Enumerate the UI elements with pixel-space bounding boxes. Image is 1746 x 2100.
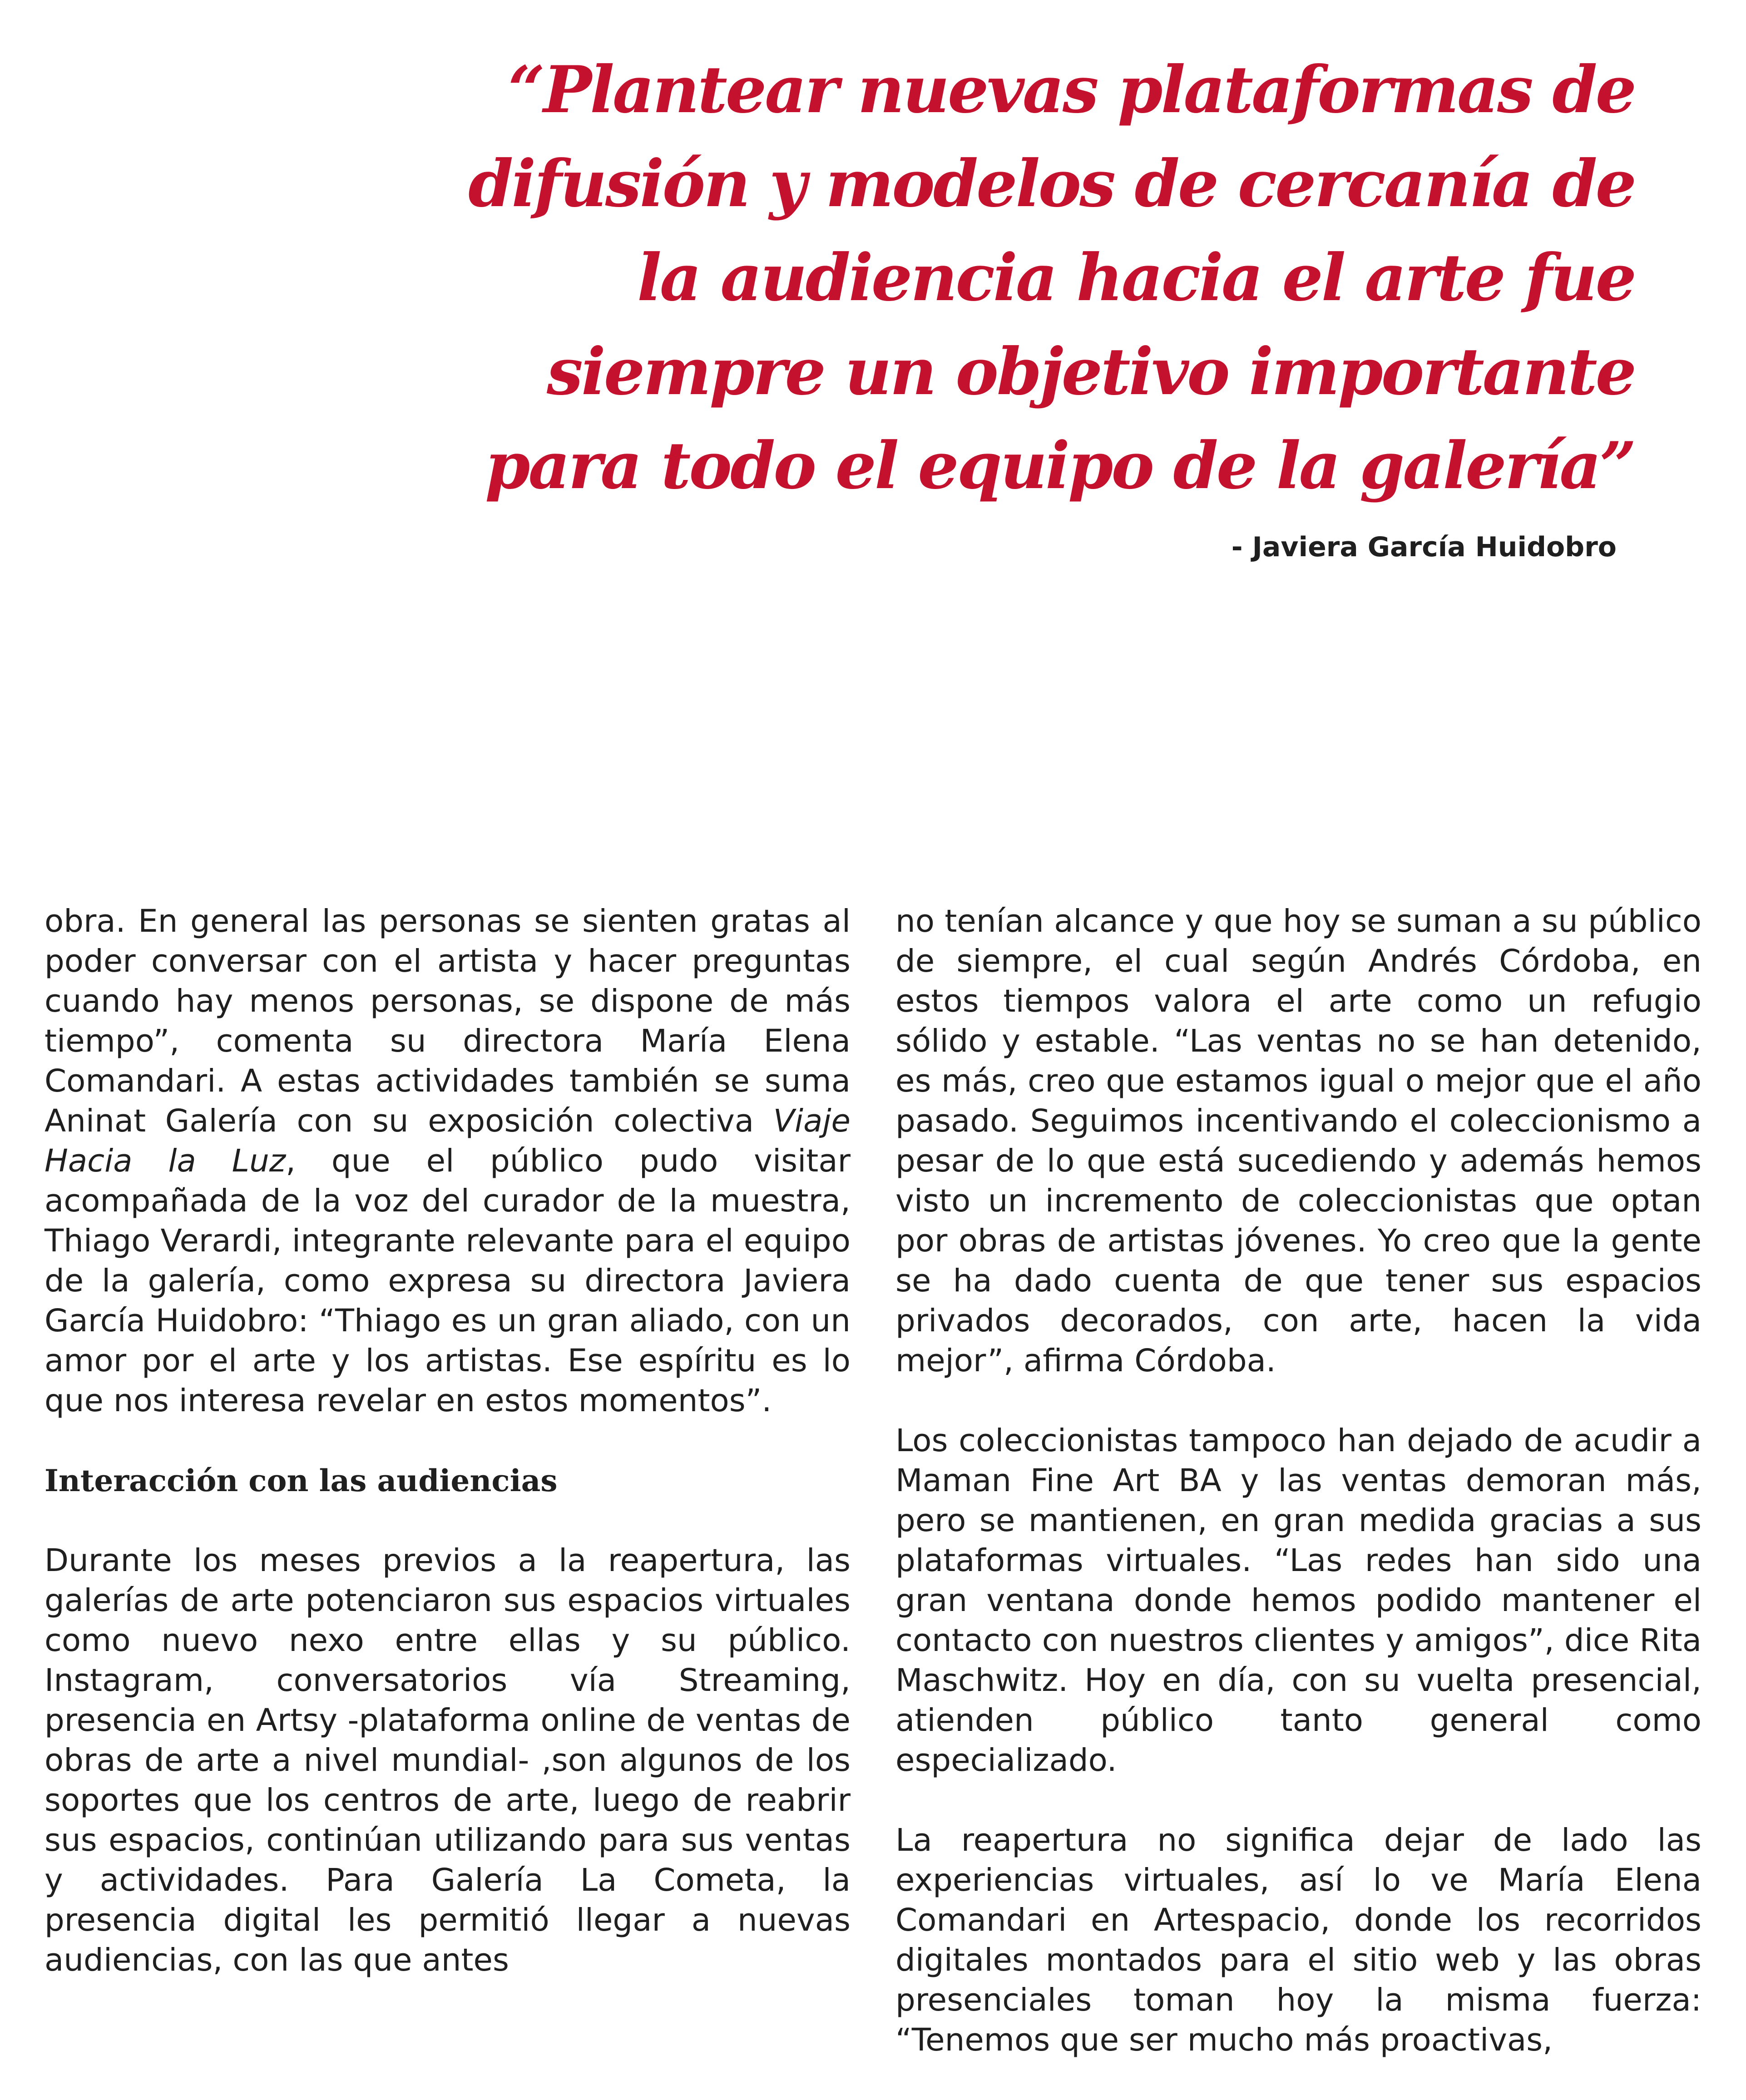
exhibition-title: Viaje Hacia la Luz	[45, 1103, 851, 1179]
left-paragraph-1-start: obra. En general las personas se sienten gratas al poder conversar con el artista y hacer preguntas cuando hay menos personas, se dispone de más tiempo”, comenta su directora María Elena Comandari. A estas actividades también se suma Aninat Galería con su exposición colectiva	[45, 903, 851, 1139]
pull-quote: “Plantear nuevas plataformas de difusión y modelos de cercanía de la audiencia hacia el arte fue siempre un objetivo importante para todo el equipo de la galería”	[468, 52, 1635, 504]
right-paragraph-1: no tenían alcance y que hoy se suman a su público de siempre, el cual según Andrés Córdoba, en estos tiempos valora el arte como un refugio sólido y estable. “Las ventas no se han detenido, es más, creo que estamos igual o mejor que el año pasado. Seguimos incentivando el coleccionismo a pesar de lo que está sucediendo y además hemos visto un incremento de coleccionistas que optan por obras de artistas jóvenes. Yo creo que la gente se ha dado cuenta de que tener sus espacios privados decorados, con arte, hacen la vida mejor”, afirma Córdoba.	[895, 903, 1701, 1379]
quote-attribution: - Javiera García Huidobro	[1231, 531, 1617, 563]
right-column	[895, 901, 1701, 2100]
left-paragraph-1	[45, 901, 851, 1421]
left-paragraph-2: Durante los meses previos a la reapertura, las galerías de arte potenciaron sus espacios virtuales como nuevo nexo entre ellas y su público. Instagram, conversatorios vía Streaming, presencia en Artsy -plataforma online de ventas de obras de arte a nivel mundial- ,son algunos de los soportes que los centros de arte, luego de reabrir sus espacios, continúan utilizando para sus ventas y actividades. Para Galería La Cometa, la presencia digital les permitió llegar a nuevas audiencias, con las que antes	[45, 1542, 851, 1978]
right-paragraph-2: Los coleccionistas tampoco han dejado de acudir a Maman Fine Art BA y las ventas demoran más, pero se mantienen, en gran medida gracias a sus plataformas virtuales. “Las redes han sido una gran ventana donde hemos podido mantener el contacto con nuestros clientes y amigos”, dice Rita Maschwitz. Hoy en día, con su vuelta presencial, atienden público tanto general como especializado.	[895, 1423, 1701, 1779]
right-paragraph-3: La reapertura no significa dejar de lado las experiencias virtuales, así lo ve María Elena Comandari en Artespacio, donde los recorridos digitales montados para el sitio web y las obras presenciales toman hoy la misma fuerza: “Tenemos que ser mucho más proactivas,	[895, 1822, 1701, 2058]
left-column	[45, 901, 851, 2020]
section-heading: Interacción con las audiencias	[45, 1463, 558, 1498]
left-paragraph-1-end: , que el público pudo visitar acompañada de la voz del curador de la muestra, Thiago Verardi, integrante relevante para el equipo de la galería, como expresa su directora Javiera García Huidobro: “Thiago es un gran aliado, con un amor por el arte y los artistas. Ese espíritu es lo que nos interesa revelar en estos momentos”.	[45, 1143, 851, 1419]
